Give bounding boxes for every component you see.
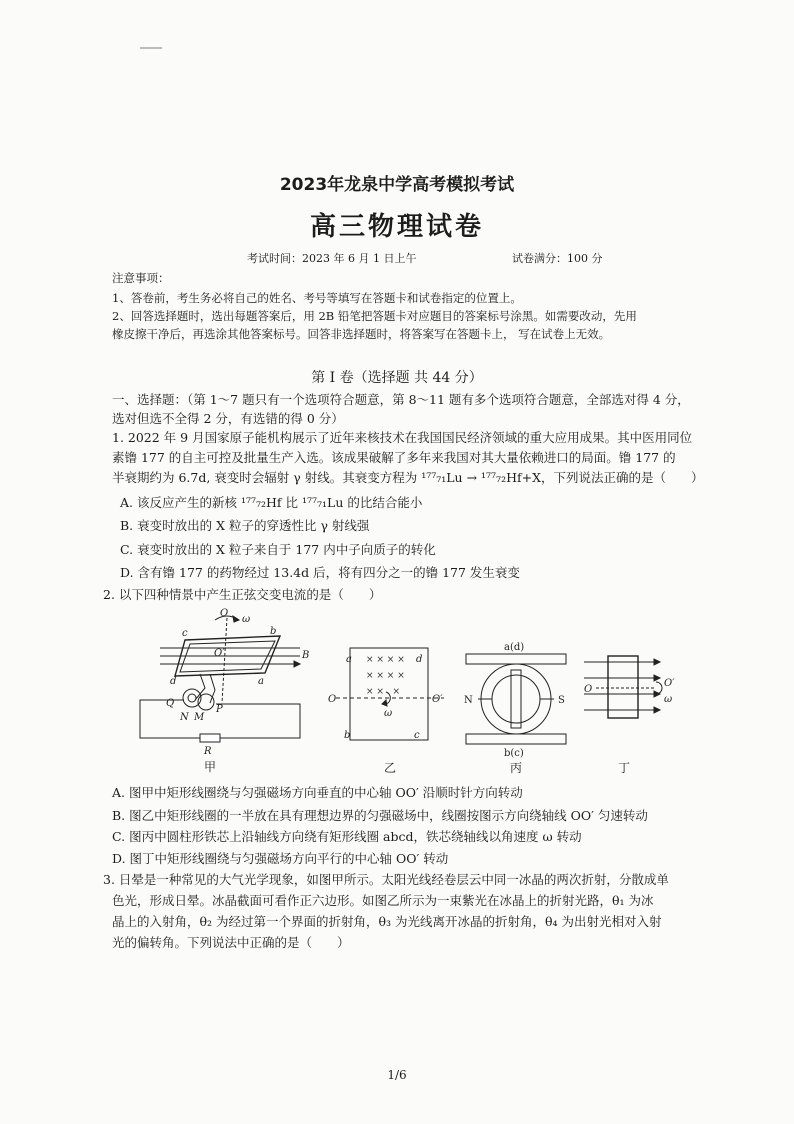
q2-figure-jia (130, 608, 320, 778)
yi-caption: 乙 (384, 761, 397, 775)
jia-caption: 甲 (204, 760, 217, 774)
q2-figure-yi (326, 640, 466, 780)
ding-label-omega: ω (664, 694, 673, 705)
notes-item-2-line-2: 橡皮擦干净后，再选涂其他答案标号。回答非选择题时，将答案写在答题卡上， 写在试卷上无效。 (112, 327, 611, 341)
ding-label-Oprime: O′ (664, 678, 675, 689)
q1-option-a: A. 该反应产生的新核 ¹⁷⁷₇₂Hf 比 ¹⁷⁷₇₁Lu 的比结合能小 (120, 495, 423, 510)
q2-option-c: C. 图丙中圆柱形铁芯上沿轴线方向绕有矩形线圈 abcd，铁芯绕轴线以角速度 ω 转动 (112, 829, 582, 844)
bing-caption: 丙 (510, 761, 523, 775)
q2-stem: 2. 以下四种情景中产生正弦交变电流的是（ ） (103, 587, 382, 602)
bing-label-bc: b(c) (504, 748, 524, 759)
svg-text:× × ×: × × × (366, 687, 401, 697)
notes-item-1: 1、答卷前，考生务必将自己的姓名、考号等填写在答题卡和试卷指定的位置上。 (112, 291, 522, 305)
full-score: 试卷满分：100 分 (512, 252, 603, 265)
q2-option-b: B. 图乙中矩形线圈的一半放在具有理想边界的匀强磁场中，线圈按图示方向绕轴线 OO′ 匀速转动 (112, 808, 648, 823)
yi-label-a: a (346, 654, 352, 665)
q3-line-4: 光的偏转角。下列说法中正确的是（ ） (112, 935, 350, 950)
q1-option-d: D. 含有镥 177 的药物经过 13.4d 后，将有四分之一的镥 177 发生衰变 (120, 565, 520, 580)
q3-line-3: 晶上的入射角，θ₂ 为经过第一个界面的折射角，θ₃ 为光线离开冰晶的折射角，θ₄ 为出射光相对入射 (112, 914, 662, 929)
yi-label-O: O (328, 694, 337, 705)
jia-label-c: c (182, 628, 188, 639)
q1-line-2: 素镥 177 的自主可控及批量生产入选。该成果破解了多年来我国对其大量依赖进口的局面。镥 177 的 (112, 450, 676, 465)
notes-heading: 注意事项： (112, 271, 170, 285)
jia-label-b: b (270, 626, 277, 637)
scan-mark (140, 47, 162, 49)
svg-text:× × × ×: × × × × (366, 671, 405, 681)
jia-label-Q: Q (166, 698, 175, 709)
jia-label-d: d (170, 676, 177, 687)
exam-time: 考试时间：2023 年 6 月 1 日上午 (247, 252, 417, 265)
jia-label-Oprime: O′ (214, 648, 225, 659)
q1-option-c: C. 衰变时放出的 X 粒子来自于 177 内中子向质子的转化 (120, 542, 436, 557)
exam-title: 2023年龙泉中学高考模拟考试 (279, 175, 515, 195)
yi-label-Oprime: O′ (432, 694, 443, 705)
jia-label-O: O (220, 608, 229, 619)
ding-caption: 丁 (618, 761, 631, 775)
exam-subtitle: 高三物理试卷 (309, 212, 484, 242)
q2-figure-ding (580, 640, 690, 780)
notes-item-2-line-1: 2、回答选择题时，选出每题答案后，用 2B 铅笔把答题卡对应题目的答案标号涂黑。如需要改动，先用 (112, 309, 637, 323)
section-instruction-line-1: 一、选择题：（第 1～7 题只有一个选项符合题意，第 8～11 题有多个选项符合题意，全部选对得 4 分， (112, 392, 690, 407)
bing-label-S: S (558, 695, 565, 706)
q1-line-3: 半衰期约为 6.7d, 衰变时会辐射 γ 射线。其衰变方程为 ¹⁷⁷₇₁Lu → ¹⁷⁷₇₂Hf+X，下列说法正确的是（ ） (112, 470, 704, 485)
ding-label-O: O (584, 684, 593, 695)
q2-option-a: A. 图甲中矩形线圈绕与匀强磁场方向垂直的中心轴 OO′ 沿顺时针方向转动 (112, 785, 523, 800)
jia-label-R: R (204, 746, 212, 757)
bing-label-N: N (464, 695, 473, 706)
q2-figure-bing (460, 640, 580, 780)
page-number: 1/6 (387, 1068, 407, 1082)
jia-label-B: B (302, 650, 310, 661)
bing-label-ad: a(d) (504, 642, 525, 653)
jia-label-a: a (258, 676, 264, 687)
jia-label-N: N (180, 712, 189, 723)
svg-text:× × × ×: × × × × (366, 655, 405, 665)
jia-label-P: P (216, 704, 223, 715)
yi-label-b: b (344, 730, 351, 741)
jia-label-omega: ω (242, 614, 251, 625)
q3-line-1: 3. 日晕是一种常见的大气光学现象，如图甲所示。太阳光线经卷层云中同一冰晶的两次折射，分散成单 (103, 872, 669, 887)
yi-label-c: c (414, 730, 420, 741)
yi-label-d: d (416, 654, 423, 665)
q2-option-d: D. 图丁中矩形线圈绕与匀强磁场方向平行的中心轴 OO′ 转动 (112, 851, 449, 866)
q1-option-b: B. 衰变时放出的 X 粒子的穿透性比 γ 射线强 (120, 518, 370, 533)
section-title: 第 I 卷（选择题 共 44 分） (311, 370, 483, 386)
jia-label-M: M (194, 712, 205, 723)
section-instruction-line-2: 选对但选不全得 2 分，有选错的得 0 分） (112, 411, 344, 426)
q1-line-1: 1. 2022 年 9 月国家原子能机构展示了近年来核技术在我国国民经济领域的重大应用成果。其中医用同位 (112, 430, 693, 445)
yi-label-omega: ω (384, 708, 393, 719)
q3-line-2: 色光，形成日晕。冰晶截面可看作正六边形。如图乙所示为一束紫光在冰晶上的折射光路，θ₁ 为冰 (112, 893, 654, 908)
